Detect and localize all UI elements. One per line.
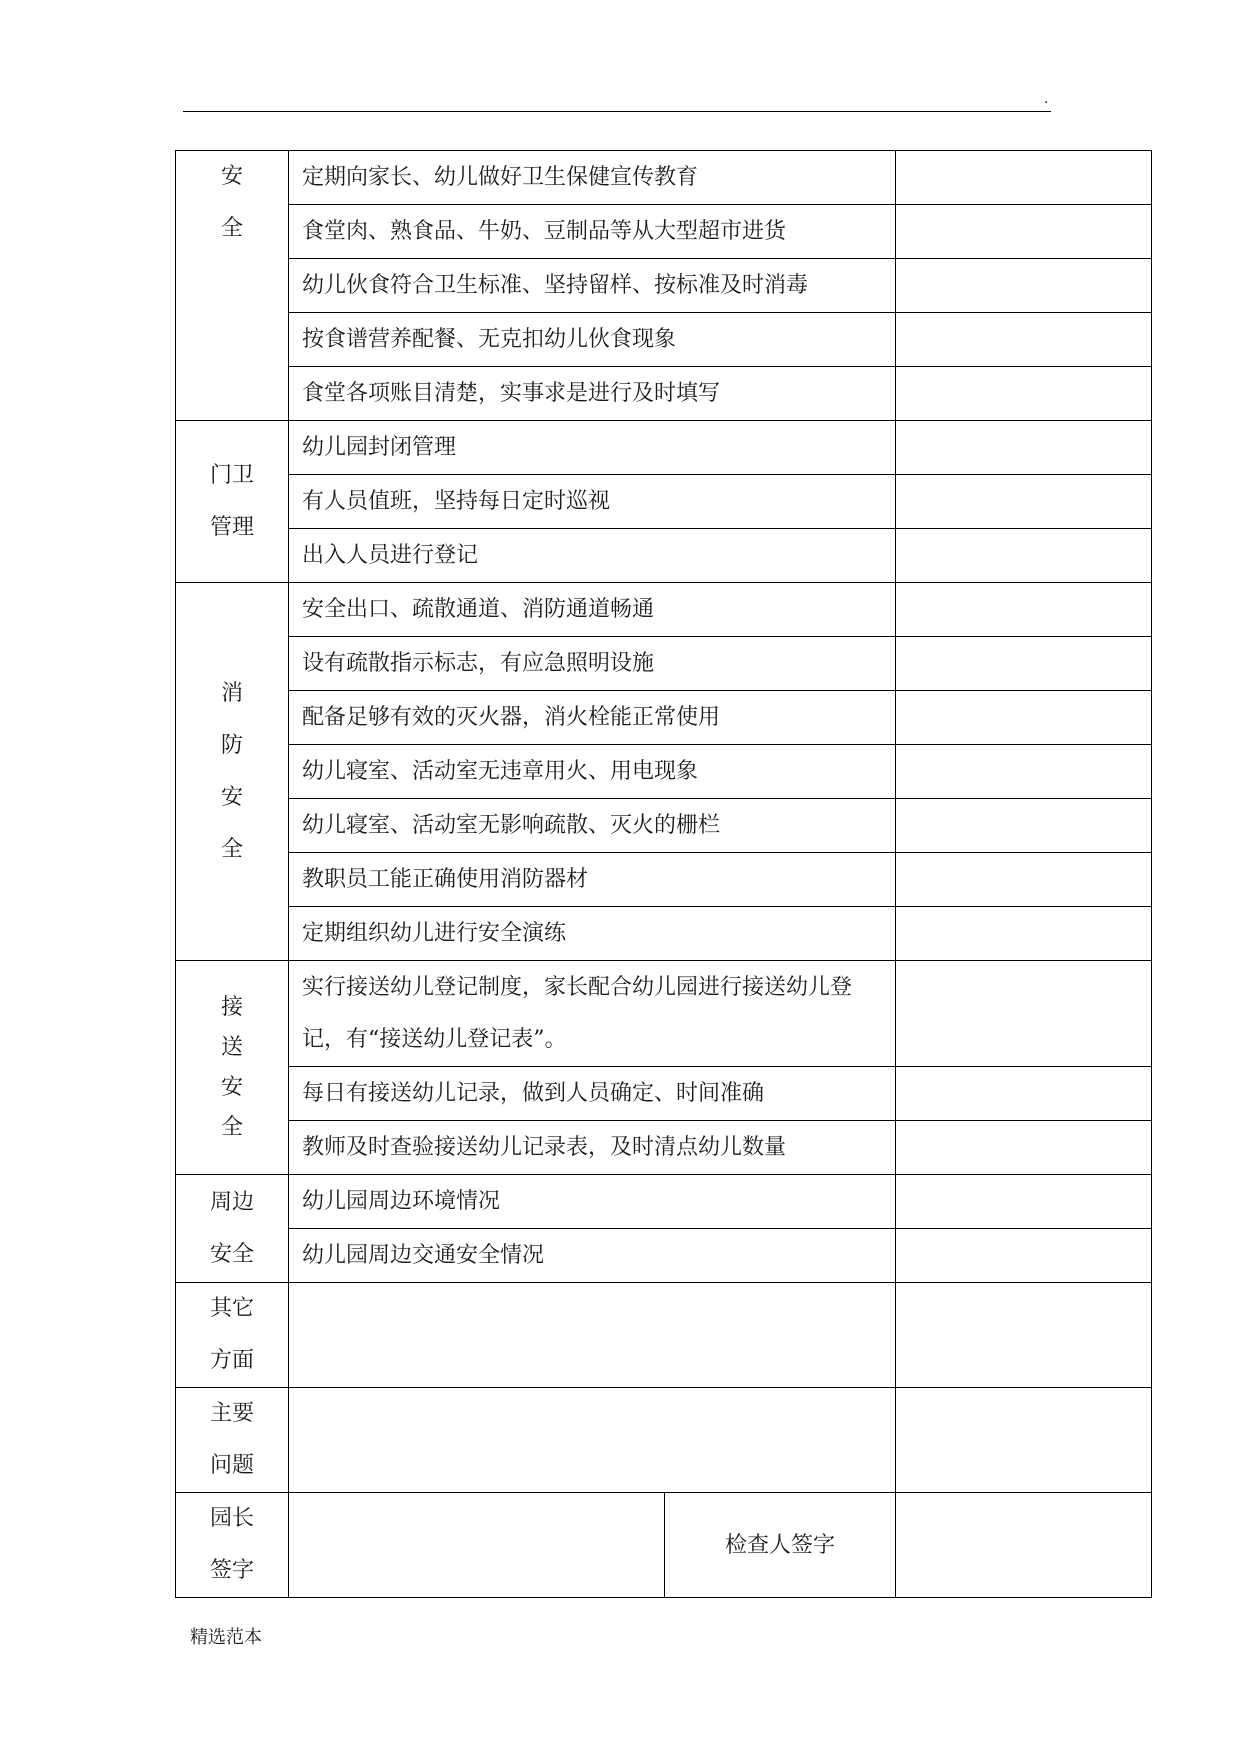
result-cell[interactable] bbox=[896, 583, 1152, 637]
table-row bbox=[176, 853, 1152, 907]
check-item: 按食谱营养配餐、无克扣幼儿伙食现象 bbox=[289, 313, 896, 367]
table-row bbox=[176, 1067, 1152, 1121]
result-cell[interactable] bbox=[896, 637, 1152, 691]
problems-label-cell bbox=[176, 1388, 289, 1493]
category-label: 安 全 bbox=[220, 164, 243, 241]
inspector-signature-label: 检查人签字 bbox=[665, 1493, 896, 1598]
table-row bbox=[176, 691, 1152, 745]
check-item: 幼儿园周边环境情况 bbox=[289, 1175, 896, 1229]
director-label-cell bbox=[176, 1493, 289, 1598]
category-cell bbox=[176, 151, 289, 421]
result-cell[interactable] bbox=[896, 799, 1152, 853]
check-item: 实行接送幼儿登记制度，家长配合幼儿园进行接送幼儿登记，有“接送幼儿登记表”。 bbox=[289, 961, 896, 1067]
table-row bbox=[176, 1175, 1152, 1229]
check-item: 食堂各项账目清楚，实事求是进行及时填写 bbox=[289, 367, 896, 421]
result-cell[interactable] bbox=[896, 259, 1152, 313]
footer-text: 精选范本 bbox=[190, 1627, 262, 1648]
other-label: 其它 方面 bbox=[209, 1296, 254, 1373]
result-cell[interactable] bbox=[896, 907, 1152, 961]
result-cell[interactable] bbox=[896, 1229, 1152, 1283]
check-item: 出入人员进行登记 bbox=[289, 529, 896, 583]
problems-result-cell[interactable] bbox=[896, 1388, 1152, 1493]
check-item: 教师及时查验接送幼儿记录表，及时清点幼儿数量 bbox=[289, 1121, 896, 1175]
check-item: 食堂肉、熟食品、牛奶、豆制品等从大型超市进货 bbox=[289, 205, 896, 259]
table-row bbox=[176, 1229, 1152, 1283]
problems-content-cell[interactable] bbox=[289, 1388, 896, 1493]
other-result-cell[interactable] bbox=[896, 1283, 1152, 1388]
table-row bbox=[176, 259, 1152, 313]
result-cell[interactable] bbox=[896, 853, 1152, 907]
category-label: 消 防 安 全 bbox=[220, 680, 243, 862]
check-item: 配备足够有效的灭火器，消火栓能正常使用 bbox=[289, 691, 896, 745]
table-row bbox=[176, 907, 1152, 961]
table-row bbox=[176, 745, 1152, 799]
table-row bbox=[176, 313, 1152, 367]
result-cell[interactable] bbox=[896, 745, 1152, 799]
result-cell[interactable] bbox=[896, 1067, 1152, 1121]
category-label: 周边 安全 bbox=[209, 1189, 254, 1267]
safety-checklist-table bbox=[175, 150, 1152, 1598]
result-cell[interactable] bbox=[896, 691, 1152, 745]
table-row bbox=[176, 151, 1152, 205]
result-cell[interactable] bbox=[896, 1175, 1152, 1229]
category-cell bbox=[176, 421, 289, 583]
inspector-signature-field[interactable] bbox=[896, 1493, 1152, 1598]
check-item: 幼儿园封闭管理 bbox=[289, 421, 896, 475]
result-cell[interactable] bbox=[896, 475, 1152, 529]
table-row bbox=[176, 1388, 1152, 1493]
result-cell[interactable] bbox=[896, 313, 1152, 367]
result-cell[interactable] bbox=[896, 1121, 1152, 1175]
check-item: 教职员工能正确使用消防器材 bbox=[289, 853, 896, 907]
category-label: 接 送 安 全 bbox=[220, 994, 243, 1140]
table-row bbox=[176, 961, 1152, 1067]
check-item: 幼儿伙食符合卫生标准、坚持留样、按标准及时消毒 bbox=[289, 259, 896, 313]
check-item: 幼儿寝室、活动室无影响疏散、灭火的栅栏 bbox=[289, 799, 896, 853]
table-row bbox=[176, 583, 1152, 637]
result-cell[interactable] bbox=[896, 529, 1152, 583]
table-row bbox=[176, 1493, 1152, 1598]
check-item: 定期向家长、幼儿做好卫生保健宣传教育 bbox=[289, 151, 896, 205]
header-rule bbox=[183, 111, 1051, 112]
check-item: 安全出口、疏散通道、消防通道畅通 bbox=[289, 583, 896, 637]
check-item: 设有疏散指示标志，有应急照明设施 bbox=[289, 637, 896, 691]
category-cell bbox=[176, 583, 289, 961]
check-item: 有人员值班，坚持每日定时巡视 bbox=[289, 475, 896, 529]
category-label: 门卫 管理 bbox=[209, 462, 254, 540]
category-cell bbox=[176, 1175, 289, 1283]
table-row bbox=[176, 637, 1152, 691]
result-cell[interactable] bbox=[896, 205, 1152, 259]
table-row bbox=[176, 1283, 1152, 1388]
check-item: 定期组织幼儿进行安全演练 bbox=[289, 907, 896, 961]
table-row bbox=[176, 421, 1152, 475]
check-item: 幼儿寝室、活动室无违章用火、用电现象 bbox=[289, 745, 896, 799]
other-content-cell[interactable] bbox=[289, 1283, 896, 1388]
result-cell[interactable] bbox=[896, 421, 1152, 475]
table-row bbox=[176, 529, 1152, 583]
director-signature-field[interactable] bbox=[289, 1493, 665, 1598]
check-item: 幼儿园周边交通安全情况 bbox=[289, 1229, 896, 1283]
table-row bbox=[176, 367, 1152, 421]
header-mark: . bbox=[1044, 91, 1049, 107]
check-item: 每日有接送幼儿记录，做到人员确定、时间准确 bbox=[289, 1067, 896, 1121]
table-row bbox=[176, 799, 1152, 853]
result-cell[interactable] bbox=[896, 961, 1152, 1067]
result-cell[interactable] bbox=[896, 151, 1152, 205]
director-signature-label: 园长 签字 bbox=[209, 1506, 254, 1583]
table-row bbox=[176, 475, 1152, 529]
table-row bbox=[176, 205, 1152, 259]
table-row bbox=[176, 1121, 1152, 1175]
problems-label: 主要 问题 bbox=[209, 1401, 254, 1478]
result-cell[interactable] bbox=[896, 367, 1152, 421]
other-label-cell bbox=[176, 1283, 289, 1388]
category-cell bbox=[176, 961, 289, 1175]
